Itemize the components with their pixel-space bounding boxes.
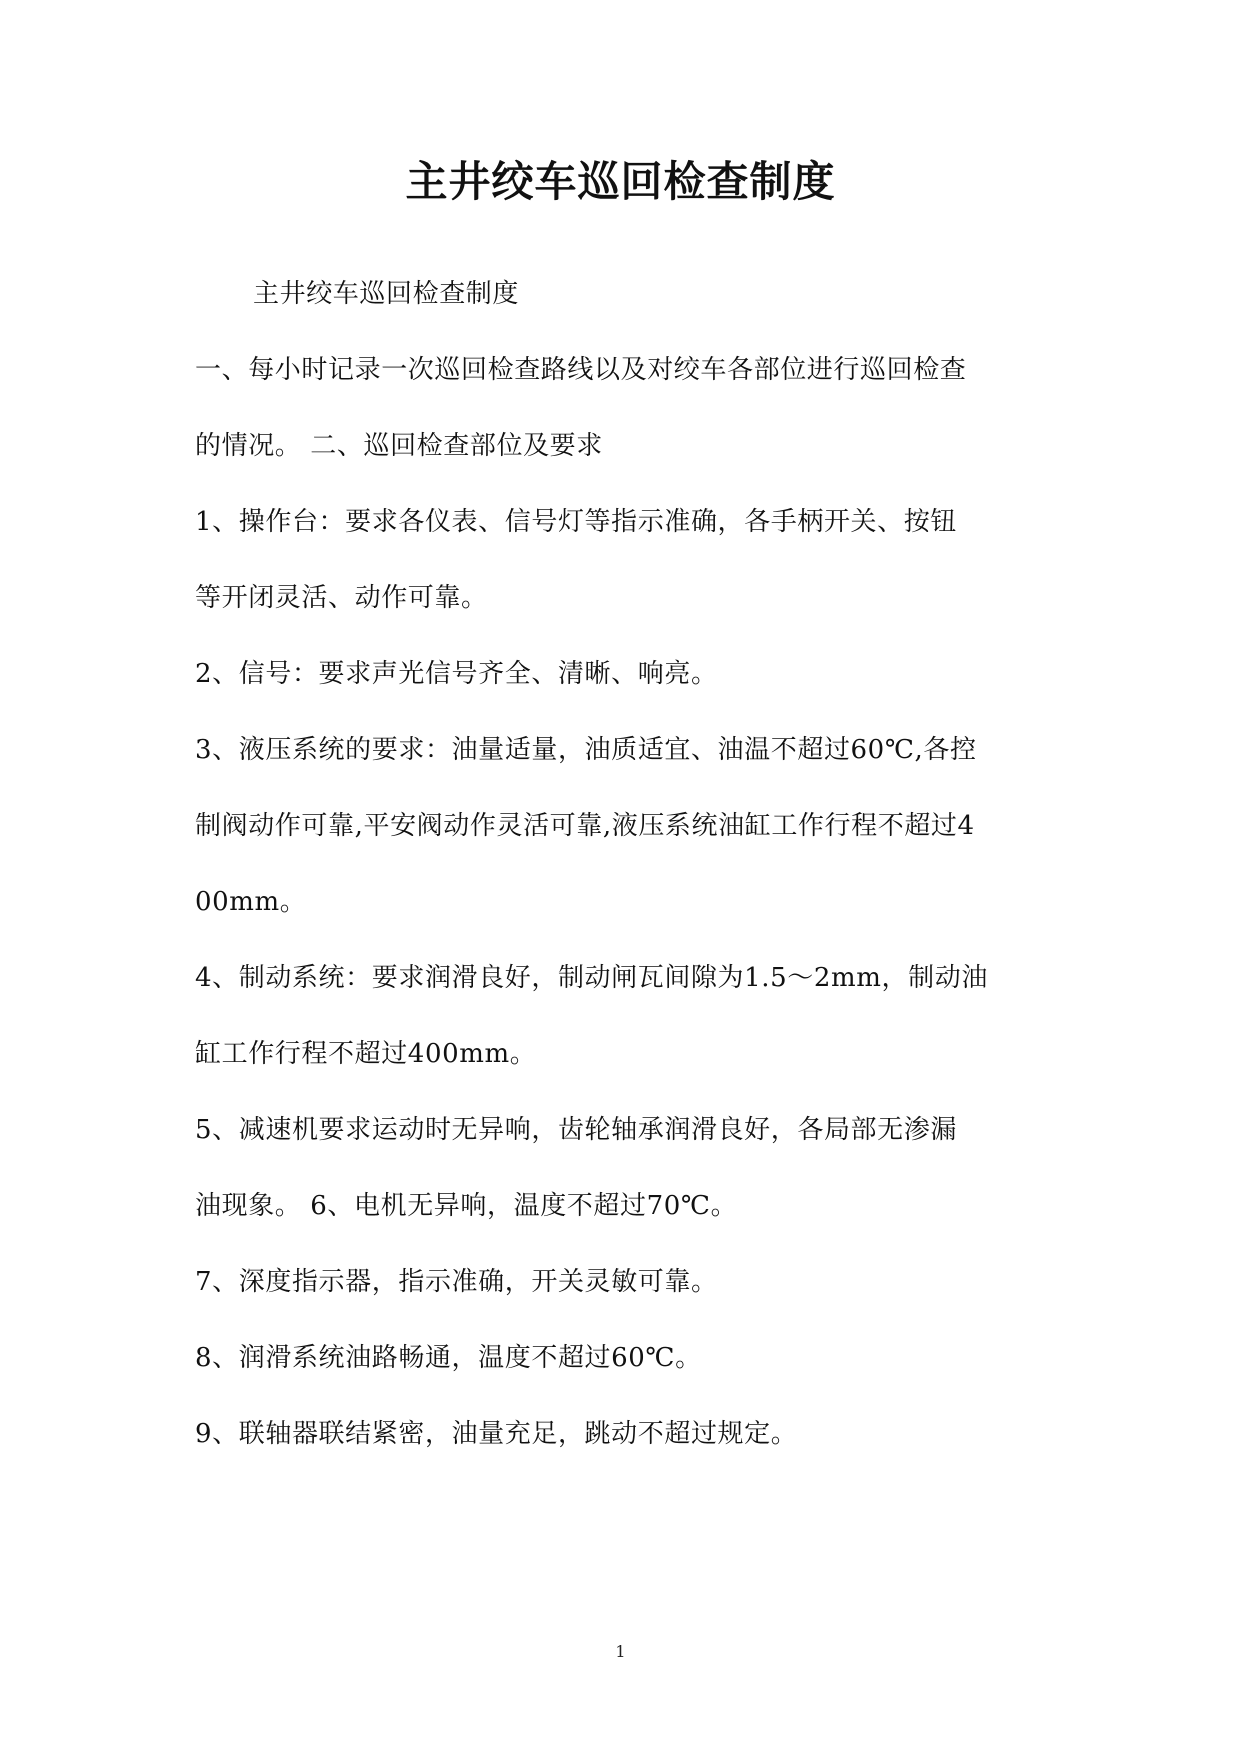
body-line: 的情况。 二、巡回检查部位及要求 [195,431,603,461]
body-line-subtitle: 主井绞车巡回检查制度 [253,279,520,309]
body-line: 8、润滑系统油路畅通，温度不超过60℃。 [195,1343,702,1373]
body-line: 一、每小时记录一次巡回检查路线以及对绞车各部位进行巡回检查 [195,355,967,385]
body-line: 制阀动作可靠,平安阀动作灵活可靠,液压系统油缸工作行程不超过4 [195,811,975,841]
body-line: 7、深度指示器，指示准确，开关灵敏可靠。 [195,1267,718,1297]
document-title: 主井绞车巡回检查制度 [405,157,836,206]
body-line: 4、制动系统：要求润滑良好，制动闸瓦间隙为1.5～2mm，制动油 [195,963,988,993]
document-body [195,256,1045,1472]
body-line: 缸工作行程不超过400mm。 [195,1039,537,1069]
body-line: 2、信号：要求声光信号齐全、清晰、响亮。 [195,659,718,689]
body-line: 油现象。 6、电机无异响，温度不超过70℃。 [195,1191,738,1221]
body-line: 1、操作台：要求各仪表、信号灯等指示准确，各手柄开关、按钮 [195,507,957,537]
body-line: 00mm。 [195,887,307,917]
body-line: 5、减速机要求运动时无异响，齿轮轴承润滑良好，各局部无渗漏 [195,1115,957,1145]
body-line: 3、液压系统的要求：油量适量，油质适宜、油温不超过60℃,各控 [195,735,977,765]
body-line: 9、联轴器联结紧密，油量充足，跳动不超过规定。 [195,1419,798,1449]
page-number: 1 [615,1642,626,1661]
body-line: 等开闭灵活、动作可靠。 [195,583,488,613]
